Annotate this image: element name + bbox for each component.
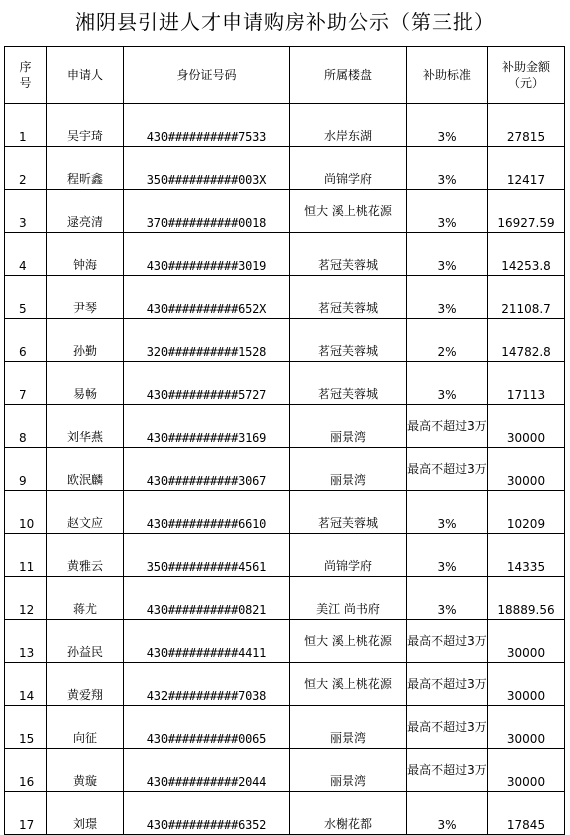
cell-property: 恒大 溪上桃花源 (290, 663, 407, 706)
table-row (5, 491, 565, 534)
cell-id-number: 320##########1528 (124, 319, 290, 362)
cell-applicant: 黄雅云 (47, 534, 124, 577)
cell-subsidy-rate: 最高不超过3万 (407, 405, 488, 448)
cell-seq: 17 (5, 792, 47, 835)
cell-property: 茗冠芙蓉城 (290, 491, 407, 534)
header-property: 所属楼盘 (290, 47, 407, 104)
cell-property: 丽景湾 (290, 448, 407, 491)
cell-property: 尚锦学府 (290, 534, 407, 577)
cell-id-number: 430##########7533 (124, 104, 290, 147)
cell-seq: 1 (5, 104, 47, 147)
table-row (5, 319, 565, 362)
cell-property: 丽景湾 (290, 405, 407, 448)
cell-amount: 17845 (488, 792, 565, 835)
cell-amount: 16927.59 (488, 190, 565, 233)
header-applicant: 申请人 (47, 47, 124, 104)
cell-seq: 7 (5, 362, 47, 405)
cell-seq: 9 (5, 448, 47, 491)
cell-amount: 27815 (488, 104, 565, 147)
cell-applicant: 欧泯麟 (47, 448, 124, 491)
cell-amount: 21108.7 (488, 276, 565, 319)
cell-id-number: 430##########5727 (124, 362, 290, 405)
cell-id-number: 432##########7038 (124, 663, 290, 706)
cell-id-number: 370##########0018 (124, 190, 290, 233)
cell-id-number: 430##########3169 (124, 405, 290, 448)
cell-subsidy-rate: 最高不超过3万 (407, 663, 488, 706)
cell-applicant: 易畅 (47, 362, 124, 405)
header-amount: 补助金额（元） (488, 47, 565, 104)
table-row (5, 749, 565, 792)
cell-subsidy-rate: 最高不超过3万 (407, 706, 488, 749)
cell-subsidy-rate: 3% (407, 792, 488, 835)
cell-amount: 10209 (488, 491, 565, 534)
cell-seq: 6 (5, 319, 47, 362)
header-seq: 序号 (5, 47, 47, 104)
subsidy-table (4, 46, 565, 835)
header-row (5, 47, 565, 104)
cell-subsidy-rate: 最高不超过3万 (407, 749, 488, 792)
cell-seq: 11 (5, 534, 47, 577)
cell-seq: 4 (5, 233, 47, 276)
cell-property: 美江 尚书府 (290, 577, 407, 620)
cell-amount: 14253.8 (488, 233, 565, 276)
cell-property: 水岸东湖 (290, 104, 407, 147)
cell-subsidy-rate: 3% (407, 362, 488, 405)
cell-subsidy-rate: 3% (407, 491, 488, 534)
cell-property: 茗冠芙蓉城 (290, 319, 407, 362)
cell-subsidy-rate: 3% (407, 577, 488, 620)
cell-subsidy-rate: 3% (407, 104, 488, 147)
cell-amount: 12417 (488, 147, 565, 190)
table-row (5, 534, 565, 577)
cell-subsidy-rate: 3% (407, 147, 488, 190)
cell-subsidy-rate: 3% (407, 233, 488, 276)
cell-id-number: 430##########6610 (124, 491, 290, 534)
cell-id-number: 430##########652X (124, 276, 290, 319)
cell-seq: 5 (5, 276, 47, 319)
cell-id-number: 430##########0065 (124, 706, 290, 749)
table-row (5, 405, 565, 448)
cell-amount: 17113 (488, 362, 565, 405)
page-title: 湘阴县引进人才申请购房补助公示（第三批） (75, 10, 495, 34)
table-row (5, 104, 565, 147)
cell-id-number: 350##########4561 (124, 534, 290, 577)
cell-applicant: 向征 (47, 706, 124, 749)
cell-applicant: 逯亮清 (47, 190, 124, 233)
cell-applicant: 刘华燕 (47, 405, 124, 448)
cell-subsidy-rate: 最高不超过3万 (407, 620, 488, 663)
cell-amount: 30000 (488, 405, 565, 448)
cell-amount: 14782.8 (488, 319, 565, 362)
cell-seq: 12 (5, 577, 47, 620)
table-header (5, 47, 565, 104)
cell-id-number: 430##########3067 (124, 448, 290, 491)
cell-amount: 30000 (488, 663, 565, 706)
cell-applicant: 黄璇 (47, 749, 124, 792)
cell-amount: 30000 (488, 706, 565, 749)
cell-property: 茗冠芙蓉城 (290, 362, 407, 405)
cell-amount: 18889.56 (488, 577, 565, 620)
cell-applicant: 钟海 (47, 233, 124, 276)
cell-property: 水榭花都 (290, 792, 407, 835)
cell-id-number: 350##########003X (124, 147, 290, 190)
cell-property: 恒大 溪上桃花源 (290, 620, 407, 663)
cell-seq: 8 (5, 405, 47, 448)
cell-id-number: 430##########3019 (124, 233, 290, 276)
cell-subsidy-rate: 3% (407, 276, 488, 319)
table-row (5, 706, 565, 749)
table-row (5, 233, 565, 276)
cell-property: 丽景湾 (290, 749, 407, 792)
cell-seq: 2 (5, 147, 47, 190)
cell-subsidy-rate: 2% (407, 319, 488, 362)
header-subsidy-rate: 补助标准 (407, 47, 488, 104)
cell-seq: 10 (5, 491, 47, 534)
table-row (5, 448, 565, 491)
cell-applicant: 赵文应 (47, 491, 124, 534)
cell-id-number: 430##########6352 (124, 792, 290, 835)
table-body (5, 104, 565, 835)
cell-applicant: 蒋尤 (47, 577, 124, 620)
cell-applicant: 尹琴 (47, 276, 124, 319)
cell-amount: 30000 (488, 620, 565, 663)
cell-amount: 30000 (488, 448, 565, 491)
cell-property: 尚锦学府 (290, 147, 407, 190)
cell-seq: 15 (5, 706, 47, 749)
cell-seq: 16 (5, 749, 47, 792)
cell-property: 茗冠芙蓉城 (290, 276, 407, 319)
cell-property: 茗冠芙蓉城 (290, 233, 407, 276)
cell-applicant: 刘璟 (47, 792, 124, 835)
table-row (5, 362, 565, 405)
table-row (5, 620, 565, 663)
cell-seq: 13 (5, 620, 47, 663)
table-row (5, 276, 565, 319)
table-row (5, 577, 565, 620)
cell-applicant: 黄爱翔 (47, 663, 124, 706)
cell-amount: 30000 (488, 749, 565, 792)
table-row (5, 663, 565, 706)
cell-applicant: 孙益民 (47, 620, 124, 663)
cell-subsidy-rate: 3% (407, 190, 488, 233)
table-row (5, 147, 565, 190)
cell-id-number: 430##########0821 (124, 577, 290, 620)
cell-amount: 14335 (488, 534, 565, 577)
cell-applicant: 程昕鑫 (47, 147, 124, 190)
cell-applicant: 吴宇琦 (47, 104, 124, 147)
table-row (5, 792, 565, 835)
cell-subsidy-rate: 最高不超过3万 (407, 448, 488, 491)
header-id-number: 身份证号码 (124, 47, 290, 104)
table-row (5, 190, 565, 233)
cell-id-number: 430##########4411 (124, 620, 290, 663)
cell-property: 丽景湾 (290, 706, 407, 749)
cell-subsidy-rate: 3% (407, 534, 488, 577)
cell-applicant: 孙勤 (47, 319, 124, 362)
cell-seq: 3 (5, 190, 47, 233)
cell-id-number: 430##########2044 (124, 749, 290, 792)
cell-property: 恒大 溪上桃花源 (290, 190, 407, 233)
cell-seq: 14 (5, 663, 47, 706)
